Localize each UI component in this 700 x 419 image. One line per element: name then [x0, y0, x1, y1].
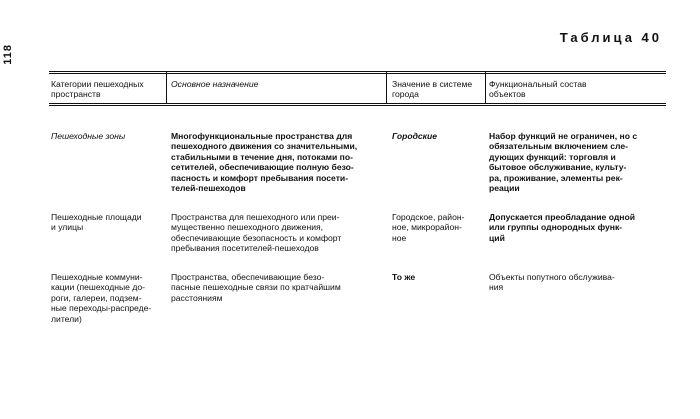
- table-caption: Таблица 40: [559, 30, 662, 45]
- row-purpose: Многофункциональные пространства для пешеходного движения со значительными, стабильными в течение дня, потоками по- сетителей, обеспечивающие полную безо- пасность и комфорт пребывания посети- телей-пешеходов: [171, 131, 358, 194]
- row-significance: Городские: [392, 131, 438, 141]
- row-category: Пешеходные зоны: [51, 131, 126, 141]
- header-category: Категории пешеходных пространств: [51, 79, 144, 100]
- row-significance: То же: [392, 272, 416, 282]
- row-purpose: Пространства для пешеходного или преи- мущественно пешеходного движения, обеспечивающие безопасность и комфорт пребывания посетителей-пешеходов: [171, 212, 342, 254]
- table-top-rule: [49, 71, 666, 74]
- row-category: Пешеходные коммуни- кации (пешеходные до- роги, галереи, подзем- ные переходы-распреде- лители): [51, 272, 152, 324]
- column-divider: [166, 72, 167, 103]
- column-divider: [386, 72, 387, 103]
- column-divider: [485, 72, 486, 103]
- row-significance: Городское, район- ное, микрорайон- ное: [392, 212, 465, 243]
- row-composition: Допускается преобладание одной или группы однородных функ- ций: [489, 212, 636, 243]
- row-composition: Набор функций не ограничен, но с обязательным включением сле- дующих функций: торговля и бытовое обслуживание, культу- ра, проживание, элементы рек- реации: [489, 131, 638, 194]
- row-composition: Объекты попутного обслужива- ния: [489, 272, 615, 293]
- table-header-rule: [49, 103, 666, 106]
- row-category: Пешеходные площади и улицы: [51, 212, 142, 233]
- page-number: 118: [2, 44, 14, 65]
- header-purpose: Основное назначение: [171, 79, 259, 89]
- row-purpose: Пространства, обеспечивающие безо- пасные пешеходные связи по кратчайшим расстояниям: [171, 272, 341, 303]
- header-significance: Значение в системе города: [392, 79, 473, 100]
- header-composition: Функциональный состав объектов: [489, 79, 587, 100]
